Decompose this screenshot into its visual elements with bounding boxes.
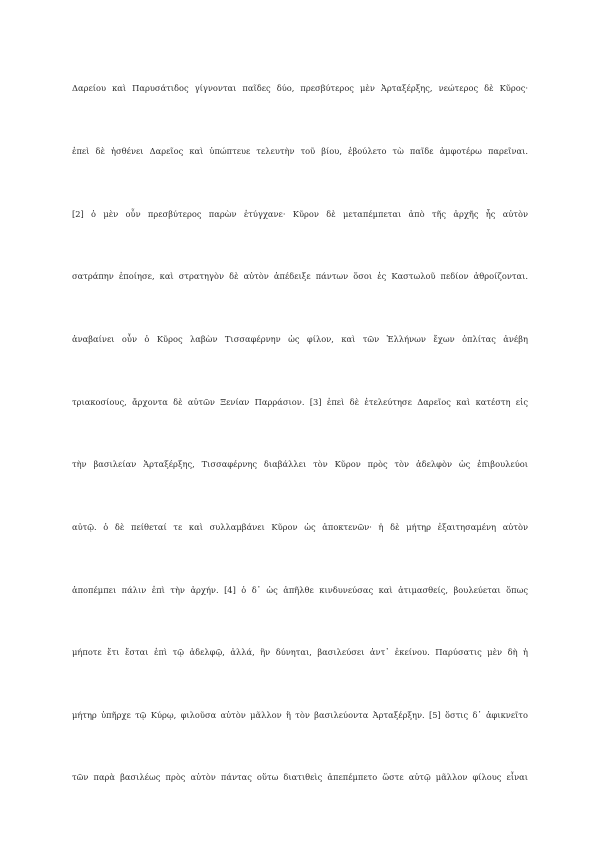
text-line-2: ἐπεὶ δὲ ἠσθένει Δαρεῖος καὶ ὑπώπτευε τελευτὴν τοῦ βίου, ἐβούλετο τὼ παῖδε ἀμφοτέρω παρεῖναι. [72, 146, 528, 156]
text-line-9: ἀποπέμπει πάλιν ἐπὶ τὴν ἀρχήν. [4] ὁ δ᾽ ὡς ἀπῆλθε κινδυνεύσας καὶ ἀτιμασθείς, βουλεύεται ὅπως [72, 585, 528, 595]
text-line-10: μήποτε ἔτι ἔσται ἐπὶ τῷ ἀδελφῷ, ἀλλά, ἢν δύνηται, βασιλεύσει ἀντ᾽ ἐκείνου. Παρύσατις μὲν δὴ ἡ [72, 647, 528, 657]
text-line-4: σατράπην ἐποίησε, καὶ στρατηγὸν δὲ αὐτὸν ἀπέδειξε πάντων ὅσοι ἐς Καστωλοῦ πεδίον ἀθροίζονται. [72, 271, 528, 281]
text-line-8: αὐτῷ. ὁ δὲ πείθεταί τε καὶ συλλαμβάνει Κῦρον ὡς ἀποκτενῶν· ἡ δὲ μήτηρ ἐξαιτησαμένη αὐτὸν [72, 522, 528, 532]
text-line-7: τὴν βασιλείαν Ἀρταξέρξης, Τισσαφέρνης διαβάλλει τὸν Κῦρον πρὸς τὸν ἀδελφὸν ὡς ἐπιβουλεύοι [72, 459, 528, 469]
text-line-1: Δαρείου καὶ Παρυσάτιδος γίγνονται παῖδες δύο, πρεσβύτερος μὲν Ἀρταξέρξης, νεώτερος δὲ Κῦρος· [72, 83, 528, 93]
text-line-12: τῶν παρὰ βασιλέως πρὸς αὐτὸν πάντας οὕτω διατιθεὶς ἀπεπέμπετο ὥστε αὐτῷ μᾶλλον φίλους εἶναι [72, 772, 528, 782]
text-line-3: [2] ὁ μὲν οὖν πρεσβύτερος παρὼν ἐτύγχανε· Κῦρον δὲ μεταπέμπεται ἀπὸ τῆς ἀρχῆς ἧς αὐτὸν [72, 209, 528, 219]
text-line-11: μήτηρ ὑπῆρχε τῷ Κύρῳ, φιλοῦσα αὐτὸν μᾶλλον ἢ τὸν βασιλεύοντα Ἀρταξέρξην. [5] ὅστις δ᾽ ἀφικνεῖτο [72, 710, 528, 720]
text-line-6: τριακοσίους, ἄρχοντα δὲ αὐτῶν Ξενίαν Παρράσιον. [3] ἐπεὶ δὲ ἐτελεύτησε Δαρεῖος καὶ κατέστη εἰς [72, 397, 528, 407]
text-line-5: ἀναβαίνει οὖν ὁ Κῦρος λαβὼν Τισσαφέρνην ὡς φίλον, καὶ τῶν Ἑλλήνων ἔχων ὁπλίτας ἀνέβη [72, 334, 528, 344]
